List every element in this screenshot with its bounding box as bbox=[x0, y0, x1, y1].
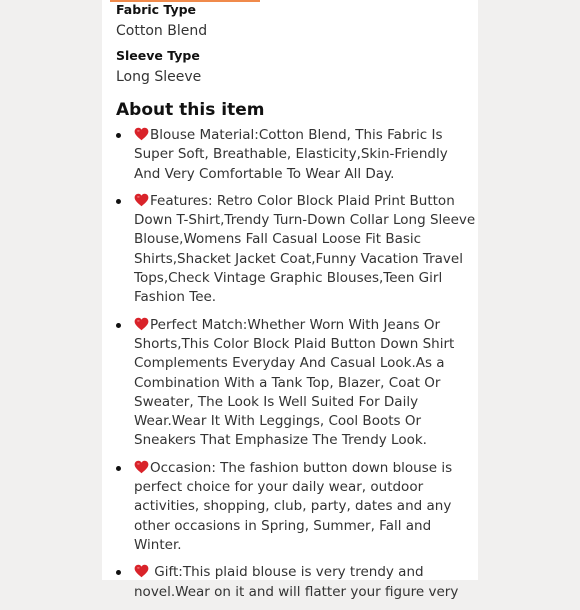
list-item bbox=[102, 459, 478, 555]
list-item bbox=[102, 192, 478, 308]
bullet-dot bbox=[116, 570, 121, 575]
heart-icon bbox=[134, 317, 149, 331]
bullet-text: Blouse Material:Cotton Blend, This Fabric Is Super Soft, Breathable, Elasticity,Skin-Friendly And Very Comfortable To Wear All Day. bbox=[134, 127, 448, 182]
spec-fabric-type bbox=[116, 2, 207, 41]
list-item bbox=[102, 126, 478, 184]
heart-icon bbox=[134, 127, 149, 141]
heart-icon bbox=[134, 564, 149, 578]
bullet-text: Perfect Match:Whether Worn With Jeans Or Shorts,This Color Block Plaid Button Down Shirt Complements Everyday And Casual Look.As a Combination With a Tank Top, Blazer, Coat Or Sweater, The Look Is Well Suited For Daily Wear.Wear It With Leggings, Cool Boots Or Sneakers That Emphasize The Trendy Look. bbox=[134, 316, 455, 449]
bullet-text: Gift:This plaid blouse is very trendy and novel.Wear on it and will flatter your figure very bbox=[134, 564, 459, 600]
spec-value: Cotton Blend bbox=[116, 23, 208, 39]
bullet-dot bbox=[116, 466, 121, 471]
bullet-dot bbox=[116, 133, 121, 138]
heart-icon bbox=[134, 460, 149, 474]
heart-icon bbox=[134, 193, 149, 207]
bullet-text: Features: Retro Color Block Plaid Print Button Down T-Shirt,Trendy Turn-Down Collar Long Sleeve Blouse,Womens Fall Casual Loose Fit Basic Shirts,Shacket Jacket Coat,Funny Vacation Travel Tops,Check Vintage Graphic Blouses,Teen Girl Fashion Tee. bbox=[134, 192, 476, 306]
product-details-panel bbox=[102, 0, 478, 600]
spec-sleeve-type bbox=[116, 48, 201, 87]
list-item bbox=[102, 563, 478, 602]
bullet-text: Occasion: The fashion button down blouse is perfect choice for your daily wear, outdoor activities, shopping, club, party, dates and any other occasions in Spring, Summer, Fall and Winter. bbox=[134, 459, 453, 553]
about-bullet-list bbox=[102, 126, 478, 610]
bullet-dot bbox=[116, 199, 121, 204]
spec-value: Long Sleeve bbox=[116, 69, 202, 85]
bullet-dot bbox=[116, 323, 121, 328]
about-this-item-heading: About this item bbox=[116, 100, 265, 120]
spec-label: Fabric Type bbox=[116, 2, 197, 17]
spec-label: Sleeve Type bbox=[116, 48, 200, 63]
list-item bbox=[102, 316, 478, 451]
